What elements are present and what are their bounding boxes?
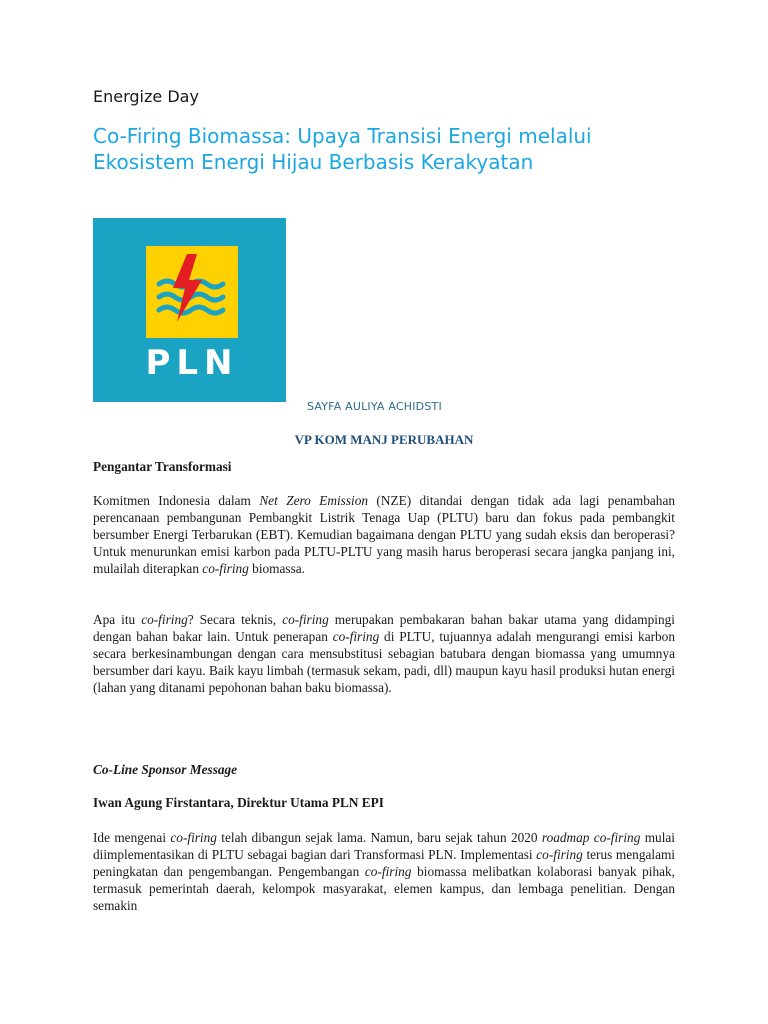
text-run-italic: co-firing (282, 612, 329, 627)
sponsor-name: Iwan Agung Firstantara, Direktur Utama PLN EPI (93, 795, 384, 810)
author-role: VP KOM MANJ PERUBAHAN (294, 432, 474, 447)
text-run-italic: co-firing (536, 847, 583, 862)
pln-logo (93, 218, 286, 402)
text-run: biomassa melibatkan kolaborasi banyak pihak, termasuk pemerintah daerah, kelompok masyarakat, elemen kampus, dan lembaga penelitian. Dengan semakin (93, 864, 675, 913)
text-run: biomassa. (248, 561, 305, 576)
section-heading-sponsor: Co-Line Sponsor Message (93, 762, 238, 777)
text-run-italic: co-firing (202, 561, 249, 576)
paragraph-sponsor (93, 829, 675, 914)
article-title: Co-Firing Biomassa: Upaya Transisi Energi melalui Ekosistem Energi Hijau Berbasis Kerakyatan (93, 124, 592, 174)
logo-text: PLN (145, 343, 239, 383)
section-heading: Pengantar Transformasi (93, 459, 232, 474)
text-run-italic: co-firing (170, 830, 217, 845)
text-run-italic: co-firing (332, 629, 380, 644)
text-run-italic: co-firing (364, 864, 412, 879)
text-run: di PLTU, tujuannya adalah mengurangi emisi karbon secara berkesinambungan dengan cara mensubstitusi sebagian batubara dengan biomassa yang umumnya bersumber dari kayu. Baik kayu limbah (termasuk sekam, padi, dll) maupun kayu hasil produksi hutan energi (lahan yang ditanami pepohonan bahan baku biomassa). (93, 629, 675, 695)
text-run: telah dibangun sejak lama. Namun, baru sejak tahun 2020 (216, 830, 542, 845)
author-name: SAYFA AULIYA ACHIDSTI (307, 400, 442, 413)
paragraph-nze (93, 492, 675, 577)
text-run-italic: roadmap co-firing (541, 830, 641, 845)
text-run: merupakan pembakaran bahan bakar utama yang didampingi dengan bahan bakar lain. Untuk penerapan (93, 612, 675, 644)
text-run-italic: co-firing (141, 612, 188, 627)
text-run: (NZE) ditandai dengan tidak ada lagi penambahan perencanaan pembangunan Pembangkit Listrik Tenaga Uap (PLTU) baru dan fokus pada pembangkit bersumber Energi Terbarukan (EBT). Kemudian bagaimana dengan PLTU yang sudah eksis dan beroperasi? Untuk menurunkan emisi karbon pada PLTU-PLTU yang masih harus beroperasi secara jangka panjang ini, mulailah diterapkan (93, 493, 676, 576)
text-run: ? Secara teknis, (187, 612, 283, 627)
text-run-italic: Net Zero Emission (259, 493, 368, 508)
paragraph-co-firing (93, 611, 675, 696)
article-category: Energize Day (93, 87, 199, 106)
pln-logo-graphic (93, 218, 286, 402)
text-run: Apa itu (93, 612, 142, 627)
text-run: mulai diimplementasikan di PLTU sebagai bagian dari Transformasi PLN. Implementasi (93, 830, 675, 862)
text-run: terus mengalami peningkatan dan pengembangan. Pengembangan (93, 847, 676, 879)
text-run: Komitmen Indonesia dalam (93, 493, 260, 508)
text-run: Ide mengenai (93, 830, 171, 845)
